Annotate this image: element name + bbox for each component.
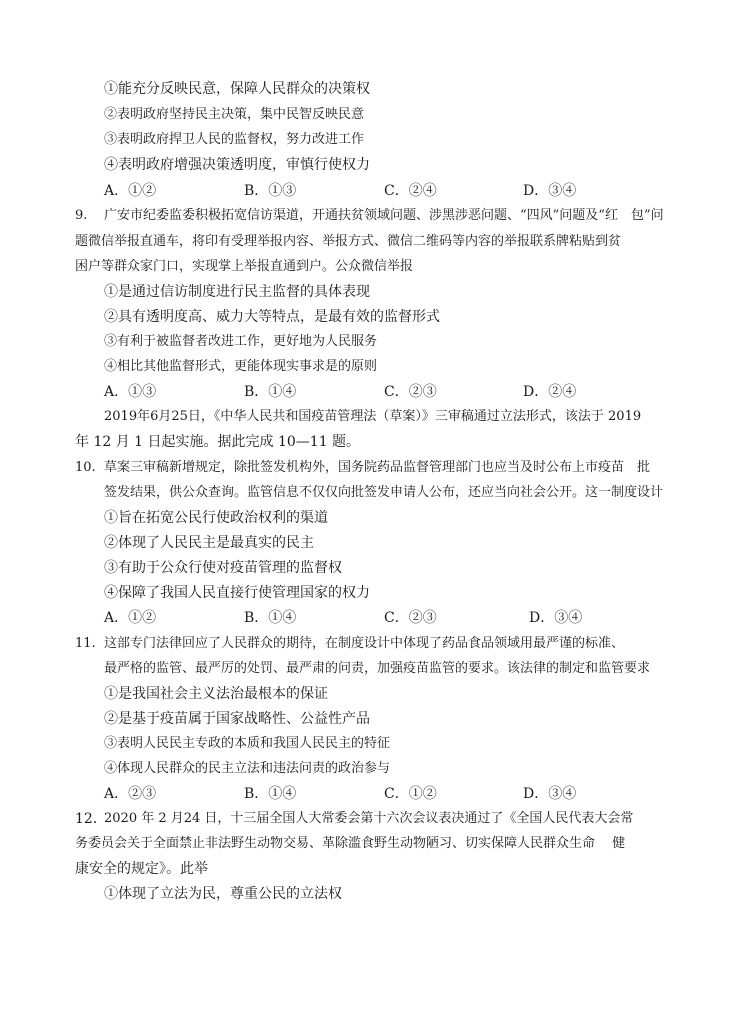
q9-number: 9. (75, 208, 88, 223)
q9-option-a: A．①③ (104, 384, 157, 400)
q10-option-d: D．③④ (529, 610, 583, 626)
q10-item-1: ①旨在拓宽公民行使政治权利的渠道 (104, 510, 328, 526)
q11-option-d: D．③④ (523, 786, 577, 802)
b1-item-4: ④表明政府增强决策透明度，审慎行使权力 (104, 157, 370, 173)
q12-stem-line-2: 务委员会关于全面禁止非法野生动物交易、革除滥食野生动物陋习、切实保障人民群众生命 健 (75, 836, 626, 851)
q9-item-2: ②具有透明度高、威力大等特点，是最有效的监督形式 (104, 309, 440, 325)
q11-item-1: ①是我国社会主义法治最根本的保证 (104, 686, 328, 702)
q11-number: 11. (75, 636, 96, 651)
q11-item-2: ②是基于疫苗属于国家战略性、公益性产品 (104, 711, 370, 727)
b1-item-1: ①能充分反映民意，保障人民群众的决策权 (104, 81, 370, 97)
b1-option-a: A．①② (104, 183, 157, 199)
q9-stem-line-1: 广安市纪委监委积极拓宽信访渠道，开通扶贫领域问题、涉黑涉恶问题、“四风”问题及“红 包”问 (104, 208, 664, 223)
q10-option-b: B．①④ (244, 610, 297, 626)
q11-stem-line-2: 最严格的监管、最严厉的处罚、最严肃的问责，加强疫苗监管的要求。该法律的制定和监管要求 (104, 661, 651, 676)
q10-item-3: ③有助于公众行使对疫苗管理的监督权 (104, 560, 342, 576)
q11-option-b: B．①④ (244, 786, 297, 802)
q11-stem-line-1: 这部专门法律回应了人民群众的期待，在制度设计中体现了药品食品领域用最严谨的标准、 (104, 636, 625, 651)
q11-option-a: A．②③ (104, 786, 157, 802)
b1-option-b: B．①③ (244, 183, 297, 199)
q12-item-1: ①体现了立法为民，尊重公民的立法权 (104, 886, 342, 902)
b1-option-c: C．②④ (384, 183, 437, 199)
intro-line-2: 年 12 月 1 日起实施。据此完成 10—11 题。 (75, 434, 361, 450)
q12-stem-line-1: 2020 年 2 月24 日，十三届全国人大常委会第十六次会议表决通过了《全国人民代表大会常 (104, 811, 634, 826)
q9-item-1: ①是通过信访制度进行民主监督的具体表现 (104, 284, 370, 300)
q10-option-c: C．②③ (384, 610, 437, 626)
q9-item-4: ④相比其他监督形式，更能体现实事求是的原则 (104, 359, 378, 374)
q9-stem-line-2: 题微信举报直通车，将印有受理举报内容、举报方式、微信二维码等内容的举报联系牌粘贴到贫 (75, 234, 622, 249)
q10-number: 10. (75, 460, 96, 475)
q12-stem-line-3: 康安全的规定》。此举 (75, 861, 208, 877)
b1-item-3: ③表明政府捍卫人民的监督权，努力改进工作 (104, 132, 365, 147)
q10-stem-line-1: 草案三审稿新增规定，除批签发机构外，国务院药品监督管理部门也应当及时公布上市疫苗 批 (104, 460, 651, 475)
intro-line-1: 2019年6月25日，《中华人民共和国疫苗管理法（草案）》三审稿通过立法形式，该法于 2019 (104, 409, 642, 424)
q11-item-3: ③表明人民民主专政的本质和我国人民民主的特征 (104, 736, 391, 751)
q9-option-b: B．①④ (244, 384, 297, 400)
q10-stem-line-2: 签发结果，供公众查询。监管信息不仅仅向批签发申请人公布，还应当向社会公开。这一制度设计 (104, 485, 664, 500)
q9-stem-line-3: 困户等群众家门口，实现掌上举报直通到户。公众微信举报 (75, 259, 414, 274)
q10-item-2: ②体现了人民民主是最真实的民主 (104, 535, 314, 551)
b1-item-2: ②表明政府坚持民主决策，集中民智反映民意 (104, 107, 365, 122)
q9-option-c: C．②③ (384, 384, 437, 400)
q9-option-d: D．②④ (523, 384, 577, 400)
q12-number: 12． (75, 811, 107, 827)
b1-option-d: D．③④ (523, 183, 577, 199)
q11-item-4: ④体现人民群众的民主立法和违法问责的政治参与 (104, 761, 391, 776)
q9-item-3: ③有利于被监督者改进工作，更好地为人民服务 (104, 334, 378, 349)
q10-option-a: A．①② (104, 610, 157, 626)
q11-option-c: C．①② (384, 786, 437, 802)
q10-item-4: ④保障了我国人民直接行使管理国家的权力 (104, 585, 370, 601)
